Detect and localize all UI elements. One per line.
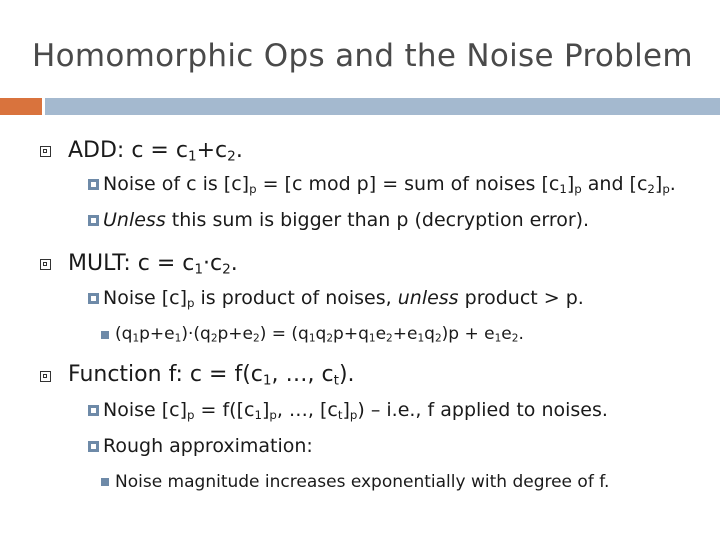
bullet-mult-expansion: $(q_1p+e_1)\cdot(q_2p+e_2) = (q_1q_2p+q_1e_2+e_1q_2)p + e_1e_2$.: [115, 324, 524, 345]
bullet-mult-noise: Noise $[c]_p$ is product of noises, unless product > p.: [103, 287, 584, 310]
bullet-small-square-icon: [101, 478, 109, 486]
bullet-function: Function f: $c = f(c_1$, …, $c_t$).: [68, 362, 355, 389]
bullet-square-filled-icon: [88, 405, 99, 416]
bullet-small-square-icon: [101, 331, 109, 339]
bullet-function-rough: Rough approximation:: [103, 435, 313, 457]
bullet-square-filled-icon: [88, 293, 99, 304]
accent-bar-orange: [0, 98, 42, 115]
bullet-add: ADD: $c = c_1+c_2$.: [68, 138, 243, 165]
bullet-mult: MULT: $c = c_1\cdot c_2$.: [68, 251, 238, 278]
slide-title: Homomorphic Ops and the Noise Problem: [32, 38, 693, 74]
bullet-square-filled-icon: [88, 215, 99, 226]
accent-bar-blue: [45, 98, 720, 115]
bullet-function-magnitude: Noise magnitude increases exponentially with degree of f.: [115, 472, 610, 492]
bullet-function-noise: Noise $[c]_p = f([c_1]_p$, …, $[c_t]_p) - i.e$., f applied to noises.: [103, 399, 608, 422]
bullet-square-filled-icon: [88, 441, 99, 452]
bullet-square-outline-icon: [40, 371, 51, 382]
bullet-add-noise: Noise of c is $[c]_p = [c$ mod p] = sum of noises $[c_1]_p$ and $[c_2]_p$.: [103, 173, 676, 196]
bullet-square-outline-icon: [40, 146, 51, 157]
bullet-add-unless: Unless this sum is bigger than p (decryption error).: [103, 209, 590, 231]
bullet-square-filled-icon: [88, 179, 99, 190]
bullet-square-outline-icon: [40, 259, 51, 270]
